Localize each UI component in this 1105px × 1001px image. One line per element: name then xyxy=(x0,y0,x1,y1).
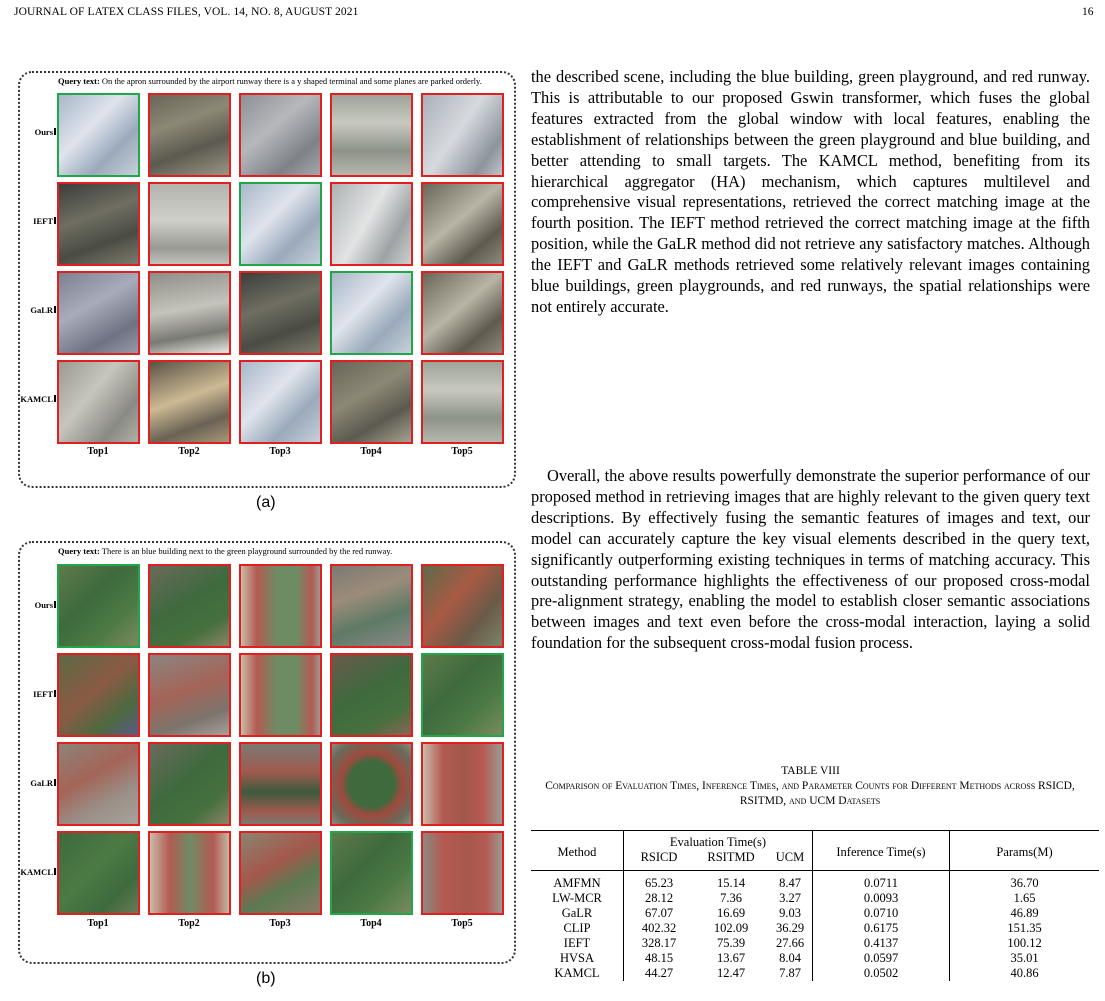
table-cell: GaLR xyxy=(561,906,593,920)
table-cell: 402.32 xyxy=(624,921,695,936)
table-cell: HVSA xyxy=(559,951,595,965)
result-image[interactable] xyxy=(239,653,322,737)
table-cell: 0.6175 xyxy=(813,921,950,936)
query-label: Query text: xyxy=(58,546,100,556)
th-rsitmd: RSITMD xyxy=(694,850,768,871)
col-label: Top4 xyxy=(360,918,382,929)
table-cell: KAMCL xyxy=(554,966,600,980)
table-cell: 36.70 xyxy=(950,871,1100,892)
page-number: 16 xyxy=(1082,6,1094,18)
query-label: Query text: xyxy=(58,76,100,86)
result-image[interactable] xyxy=(421,653,504,737)
table-cell: 12.47 xyxy=(716,966,746,980)
table-cell: 15.14 xyxy=(716,876,746,890)
table-cell: 46.89 xyxy=(950,906,1100,921)
figure-a-panel xyxy=(18,71,516,488)
result-image[interactable] xyxy=(239,182,322,266)
result-image[interactable] xyxy=(239,564,322,648)
result-image[interactable] xyxy=(421,742,504,826)
table-cell: 7.87 xyxy=(779,966,801,980)
result-image[interactable] xyxy=(421,271,504,355)
th-ucm: UCM xyxy=(768,850,813,871)
table-cell: 67.07 xyxy=(624,906,695,921)
table-cell: LW-MCR xyxy=(552,891,602,905)
result-image[interactable] xyxy=(239,831,322,915)
result-image[interactable] xyxy=(57,742,140,826)
result-image[interactable] xyxy=(148,93,231,177)
result-image[interactable] xyxy=(148,831,231,915)
figure-caption-b: (b) xyxy=(256,970,276,987)
row-label-ours: Ours xyxy=(18,127,56,137)
comparison-table xyxy=(531,830,1099,981)
table-cell: 65.23 xyxy=(624,871,695,892)
result-image[interactable] xyxy=(239,360,322,444)
running-header: JOURNAL OF LATEX CLASS FILES, VOL. 14, NO. 8, AUGUST 2021 xyxy=(14,6,359,18)
table-cell: CLIP xyxy=(563,921,591,935)
result-image[interactable] xyxy=(330,831,413,915)
result-image[interactable] xyxy=(421,182,504,266)
table-cell: 100.12 xyxy=(950,936,1100,951)
col-label: Top2 xyxy=(178,446,200,457)
table-row xyxy=(531,936,1099,951)
table-cell: 40.86 xyxy=(950,966,1100,981)
th-params: Params(M) xyxy=(950,831,1100,871)
body-paragraph-2: Overall, the above results powerfully demonstrate the superior performance of our proposed method in retrieving images that are highly relevant to the given query text descriptions. By effectively fusing the semantic features of images and text, our model can accurately capture the key visual elements described in the query text, significantly outperforming existing techniques in terms of matching accuracy. This outstanding performance highlights the effectiveness of our proposed cross-modal pre-alignment strategy, enabling the model to establish closer semantic associations between images and text even before the cross-modal interaction, laying a solid foundation for the subsequent cross-modal fusion process. xyxy=(531,466,1090,653)
result-image[interactable] xyxy=(57,831,140,915)
result-image[interactable] xyxy=(148,182,231,266)
col-label: Top4 xyxy=(360,446,382,457)
result-image[interactable] xyxy=(57,653,140,737)
result-image[interactable] xyxy=(330,653,413,737)
table-cell: 7.36 xyxy=(720,891,742,905)
table-cell: 13.67 xyxy=(716,951,746,965)
table-cell: 151.35 xyxy=(950,921,1100,936)
result-image[interactable] xyxy=(239,742,322,826)
query-text-b xyxy=(58,546,392,556)
col-label: Top1 xyxy=(87,446,109,457)
result-image[interactable] xyxy=(148,742,231,826)
table-cell: 102.09 xyxy=(713,921,749,935)
table-caption: Comparison of Evaluation Times, Inference Times, and Parameter Counts for Different Methods across RSICD, RSITMD, and UCM Datasets xyxy=(545,780,1075,807)
table-cell: 0.0597 xyxy=(813,951,950,966)
table-cell: 44.27 xyxy=(624,966,695,981)
result-image[interactable] xyxy=(57,564,140,648)
th-eval-group: Evaluation Time(s) xyxy=(624,831,813,851)
table-cell: 35.01 xyxy=(950,951,1100,966)
query-content: There is an blue building next to the green playground surrounded by the red runway. xyxy=(101,546,393,556)
result-image[interactable] xyxy=(330,360,413,444)
result-image[interactable] xyxy=(148,360,231,444)
table-row xyxy=(531,906,1099,921)
table-row xyxy=(531,951,1099,966)
figure-caption-a: (a) xyxy=(256,494,276,511)
query-text-a xyxy=(58,76,482,86)
body-paragraph-1: the described scene, including the blue building, green playground, and red runway. This is attributable to our proposed Gswin transformer, which fuses the global features extracted from the global window with local features, enabling the establishment of relationships between the green playground and blue building, and better attending to small targets. The KAMCL method, benefiting from its hierarchical aggregator (HA) mechanism, which captures multilevel and comprehensive visual representations, retrieved the correct matching image at the fourth position. The IEFT method retrieved the correct matching image at the fifth position, while the GaLR method did not retrieve any satisfactory matches. Although the IEFT and GaLR methods retrieved some relatively relevant images containing blue buildings, green playgrounds, and red runways, the spatial relationships were not entirely accurate. xyxy=(531,67,1090,316)
table-cell: IEFT xyxy=(563,936,591,950)
table-cell: 16.69 xyxy=(716,906,746,920)
col-label: Top1 xyxy=(87,918,109,929)
table-title: TABLE VIII xyxy=(781,765,840,777)
table-cell: 28.12 xyxy=(624,891,695,906)
result-image[interactable] xyxy=(57,93,140,177)
result-image[interactable] xyxy=(330,182,413,266)
result-image[interactable] xyxy=(148,653,231,737)
table-cell: 0.0093 xyxy=(813,891,950,906)
row-label-ieft: IEFT xyxy=(18,216,56,226)
result-image[interactable] xyxy=(148,564,231,648)
result-image[interactable] xyxy=(57,182,140,266)
row-label-kamcl: KAMCL xyxy=(18,867,56,877)
result-image[interactable] xyxy=(148,271,231,355)
table-cell: 0.0502 xyxy=(813,966,950,981)
row-label-ours: Ours xyxy=(18,600,56,610)
table-cell: 0.4137 xyxy=(813,936,950,951)
result-image[interactable] xyxy=(421,564,504,648)
col-label: Top2 xyxy=(178,918,200,929)
col-label: Top3 xyxy=(269,918,291,929)
table-cell: 3.27 xyxy=(779,891,801,905)
col-label: Top5 xyxy=(451,446,473,457)
col-label: Top5 xyxy=(451,918,473,929)
result-image[interactable] xyxy=(330,564,413,648)
col-label: Top3 xyxy=(269,446,291,457)
table-cell: 36.29 xyxy=(775,921,805,935)
table-row xyxy=(531,871,1099,892)
result-image[interactable] xyxy=(421,360,504,444)
table-row xyxy=(531,966,1099,981)
result-image[interactable] xyxy=(330,742,413,826)
table-row xyxy=(531,921,1099,936)
result-image[interactable] xyxy=(57,360,140,444)
result-image[interactable] xyxy=(239,271,322,355)
table-cell: 0.0710 xyxy=(813,906,950,921)
table-cell: 8.04 xyxy=(779,951,801,965)
figure-b-panel xyxy=(18,541,516,964)
table-cell: 27.66 xyxy=(775,936,805,950)
row-label-ieft: IEFT xyxy=(18,689,56,699)
table-cell: 328.17 xyxy=(624,936,695,951)
result-image[interactable] xyxy=(421,93,504,177)
row-label-galr: GaLR xyxy=(18,305,56,315)
table-cell: 0.0711 xyxy=(813,871,950,892)
table-cell: 1.65 xyxy=(950,891,1100,906)
result-image[interactable] xyxy=(421,831,504,915)
th-inference: Inference Time(s) xyxy=(813,831,950,871)
row-label-kamcl: KAMCL xyxy=(18,394,56,404)
result-image[interactable] xyxy=(57,271,140,355)
query-content: On the apron surrounded by the airport runway there is a y shaped terminal and some planes are parked orderly. xyxy=(101,76,482,86)
result-image[interactable] xyxy=(330,93,413,177)
row-label-galr: GaLR xyxy=(18,778,56,788)
table-cell: 75.39 xyxy=(716,936,746,950)
table-row xyxy=(531,891,1099,906)
th-rsicd: RSICD xyxy=(624,850,695,871)
table-cell: 48.15 xyxy=(624,951,695,966)
result-image[interactable] xyxy=(239,93,322,177)
table-cell: 9.03 xyxy=(779,906,801,920)
result-image[interactable] xyxy=(330,271,413,355)
table-cell: AMFMN xyxy=(553,876,601,890)
th-method: Method xyxy=(531,831,624,871)
table-cell: 8.47 xyxy=(779,876,801,890)
